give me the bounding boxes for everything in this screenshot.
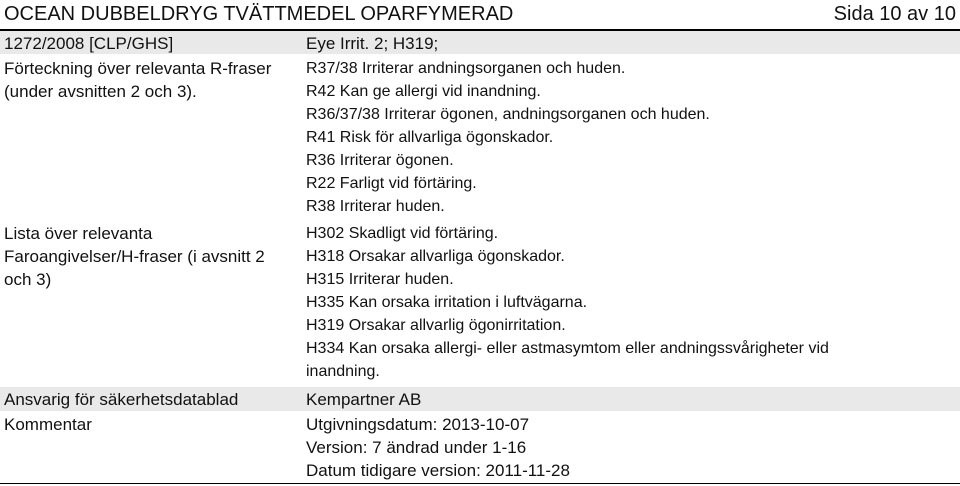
row-value-r-phrases: R37/38 Irriterar andningsorganen och huden. R42 Kan ge allergi vid inandning. R36/37/38 Irriterar ögonen, andningsorganen och huden. R41 Risk för allvarliga ögonskador. R36 Irriterar ögonen. R22 Farligt vid förtäring. R38 Irriterar huden. xyxy=(306,60,710,215)
row-label-clp: 1272/2008 [CLP/GHS] xyxy=(4,34,174,53)
page-number: Sida 10 av 10 xyxy=(833,3,956,25)
document-title: OCEAN DUBBELDRYG TVÄTTMEDEL OPARFYMERAD xyxy=(4,3,514,25)
bottom-divider xyxy=(0,483,960,484)
row-label-r-phrases: Förteckning över relevanta R-fraser (under avsnitten 2 och 3). xyxy=(4,59,272,101)
row-label-responsible: Ansvarig för säkerhetsdatablad xyxy=(4,390,239,409)
row-label-comment: Kommentar xyxy=(4,415,92,434)
row-value-h-phrases: H302 Skadligt vid förtäring. H318 Orsakar allvarliga ögonskador. H315 Irriterar huden. H335 Kan orsaka irritation i luftvägarna. H319 Orsakar allvarlig ögonirritation. H334 Kan orsaka allergi- eller astmasymtom eller andningssvårigheter vid inandning. xyxy=(306,225,829,380)
row-value-responsible: Kempartner AB xyxy=(306,390,422,409)
row-label-h-phrases: Lista över relevanta Faroangivelser/H-fraser (i avsnitt 2 och 3) xyxy=(4,224,265,289)
document-header xyxy=(0,0,960,30)
row-value-clp: Eye Irrit. 2; H319; xyxy=(306,34,439,53)
row-value-comment: Utgivningsdatum: 2013-10-07 Version: 7 ändrad under 1-16 Datum tidigare version: 2011-11-28 xyxy=(306,415,570,480)
